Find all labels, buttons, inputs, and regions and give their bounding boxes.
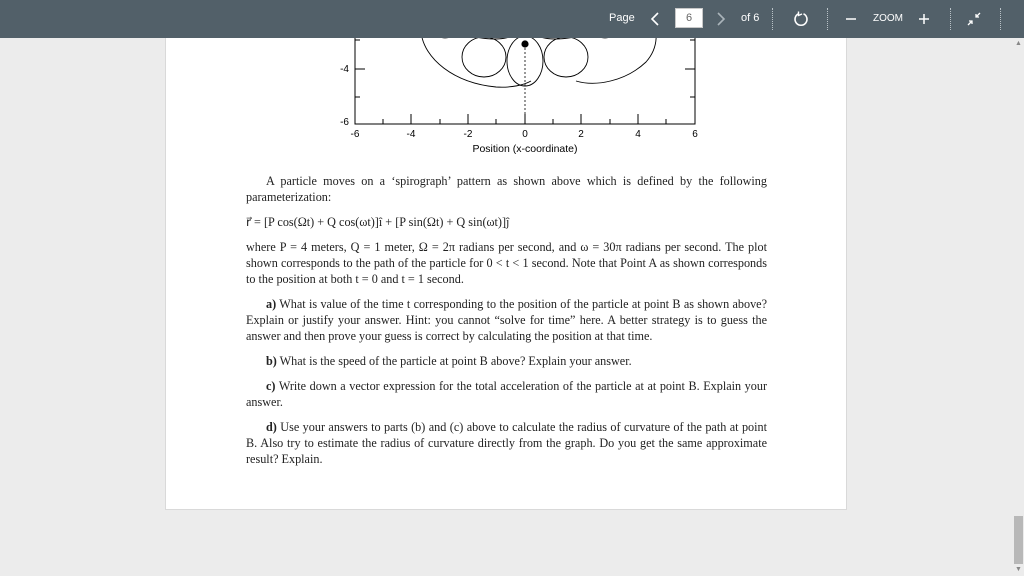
x-tick-label: 2 xyxy=(578,129,584,140)
question-d-label: d) xyxy=(266,420,277,434)
page-count: of 6 xyxy=(741,12,760,24)
next-page-button[interactable] xyxy=(710,8,732,30)
question-b-label: b) xyxy=(266,354,277,368)
x-axis-label: Position (x-coordinate) xyxy=(472,143,578,155)
fit-page-button[interactable] xyxy=(963,8,985,30)
x-tick-label: -4 xyxy=(406,129,416,140)
page-label: Page xyxy=(609,12,635,24)
definitions-paragraph: where P = 4 meters, Q = 1 meter, Ω = 2π radians per second, and ω = 30π radians per second. The plot shown corresponds to the path of the particle for 0 < t < 1 second. Note that Point A as shown corresponds to the position at both t = 0 and t = 1 second. xyxy=(246,240,767,286)
chevron-right-icon xyxy=(716,12,726,26)
point-a-marker xyxy=(521,40,528,47)
rotate-button[interactable] xyxy=(790,8,812,30)
collapse-arrows-icon xyxy=(967,12,981,26)
plus-icon xyxy=(918,13,930,25)
x-tick-label: -2 xyxy=(463,129,473,140)
scroll-up-icon[interactable]: ▲ xyxy=(1015,40,1022,47)
x-tick-label: 4 xyxy=(635,129,641,140)
spirograph-curve xyxy=(421,38,656,87)
page-number-input[interactable] xyxy=(675,8,703,28)
toolbar-separator xyxy=(1000,8,1001,30)
toolbar-separator xyxy=(950,8,951,30)
toolbar-separator xyxy=(772,8,773,30)
zoom-label: ZOOM xyxy=(873,13,903,24)
question-a xyxy=(246,296,767,344)
parameterization-equation: r⃗ = [P cos(Ωt) + Q cos(ωt)]î + [P sin(Ωt) + Q sin(ωt)]ĵ xyxy=(246,215,510,229)
vertical-scrollbar[interactable] xyxy=(1013,38,1024,576)
chevron-left-icon xyxy=(650,12,660,26)
question-c xyxy=(246,378,767,410)
scroll-thumb[interactable] xyxy=(1014,516,1023,564)
pdf-toolbar xyxy=(0,0,1024,38)
minus-icon xyxy=(845,13,857,25)
y-tick-label: -6 xyxy=(340,117,349,128)
question-d-text: Use your answers to parts (b) and (c) above to calculate the radius of curvature of the path at point B. Also try to estimate the radius of curvature directly from the graph. Do you get the same approximate result? Explain. xyxy=(246,420,768,466)
previous-page-button[interactable] xyxy=(644,8,666,30)
zoom-out-button[interactable] xyxy=(840,8,862,30)
zoom-in-button[interactable] xyxy=(913,8,935,30)
document-viewer[interactable] xyxy=(0,38,1024,576)
x-tick-label: 6 xyxy=(692,129,698,140)
question-d xyxy=(246,419,767,467)
rotate-icon xyxy=(793,11,809,27)
question-c-label: c) xyxy=(266,379,276,393)
question-c-text: Write down a vector expression for the total acceleration of the particle at at point B. Explain your answer. xyxy=(246,379,768,409)
y-tick-label: -4 xyxy=(340,64,349,75)
x-tick-label: 0 xyxy=(522,129,528,140)
question-a-text: What is value of the time t corresponding to the position of the particle at point B as shown above? Explain or justify your answer. Hint: you cannot “solve for time” here. A better strategy is to guess the answer and then prove your guess is correct by calculating the position at that time. xyxy=(246,297,768,343)
question-b xyxy=(246,353,767,369)
question-a-label: a) xyxy=(266,297,277,311)
pdf-page xyxy=(165,38,847,510)
problem-text xyxy=(246,173,767,476)
intro-paragraph: A particle moves on a ‘spirograph’ pattern as shown above which is defined by the following parameterization: xyxy=(246,174,767,204)
x-tick-label: -6 xyxy=(350,129,360,140)
question-b-text: What is the speed of the particle at point B above? Explain your answer. xyxy=(279,354,632,368)
spirograph-plot xyxy=(166,38,848,162)
scroll-down-icon[interactable]: ▼ xyxy=(1015,566,1022,573)
toolbar-separator xyxy=(827,8,828,30)
